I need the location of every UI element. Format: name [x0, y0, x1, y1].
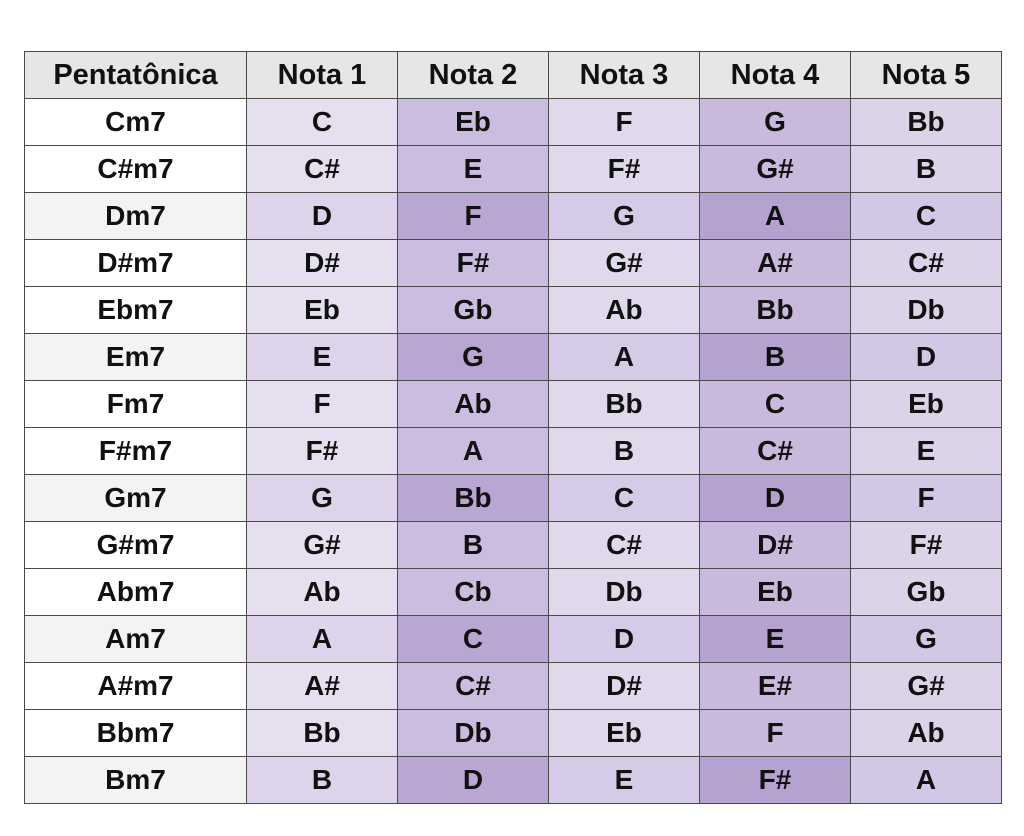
- note-2-cell: Eb: [398, 99, 549, 146]
- note-5-cell: D: [851, 334, 1002, 381]
- chord-name-cell: Am7: [25, 616, 247, 663]
- note-4-cell: G: [700, 99, 851, 146]
- note-4-cell: G#: [700, 146, 851, 193]
- note-3-cell: F: [549, 99, 700, 146]
- note-2-cell: Cb: [398, 569, 549, 616]
- note-1-cell: D#: [247, 240, 398, 287]
- table-row: [25, 287, 1002, 334]
- note-3-cell: Bb: [549, 381, 700, 428]
- note-2-cell: F: [398, 193, 549, 240]
- note-5-cell: Bb: [851, 99, 1002, 146]
- chord-name-cell: Bbm7: [25, 710, 247, 757]
- header-pentatonica: Pentatônica: [25, 52, 247, 99]
- table-row: [25, 428, 1002, 475]
- header-nota-5: Nota 5: [851, 52, 1002, 99]
- note-4-cell: C: [700, 381, 851, 428]
- chord-name-cell: Dm7: [25, 193, 247, 240]
- note-2-cell: C#: [398, 663, 549, 710]
- note-4-cell: Bb: [700, 287, 851, 334]
- header-nota-2: Nota 2: [398, 52, 549, 99]
- note-3-cell: G: [549, 193, 700, 240]
- note-4-cell: A: [700, 193, 851, 240]
- note-3-cell: D#: [549, 663, 700, 710]
- chord-name-cell: D#m7: [25, 240, 247, 287]
- note-5-cell: C#: [851, 240, 1002, 287]
- note-4-cell: E: [700, 616, 851, 663]
- note-4-cell: A#: [700, 240, 851, 287]
- note-2-cell: Bb: [398, 475, 549, 522]
- table-row: [25, 146, 1002, 193]
- note-4-cell: F: [700, 710, 851, 757]
- note-5-cell: F: [851, 475, 1002, 522]
- note-4-cell: D#: [700, 522, 851, 569]
- chord-name-cell: A#m7: [25, 663, 247, 710]
- header-nota-3: Nota 3: [549, 52, 700, 99]
- note-3-cell: F#: [549, 146, 700, 193]
- chord-name-cell: Em7: [25, 334, 247, 381]
- note-5-cell: Eb: [851, 381, 1002, 428]
- chord-name-cell: C#m7: [25, 146, 247, 193]
- note-1-cell: Bb: [247, 710, 398, 757]
- note-1-cell: G#: [247, 522, 398, 569]
- note-3-cell: E: [549, 757, 700, 804]
- note-5-cell: A: [851, 757, 1002, 804]
- note-1-cell: D: [247, 193, 398, 240]
- note-1-cell: B: [247, 757, 398, 804]
- note-5-cell: E: [851, 428, 1002, 475]
- note-3-cell: Eb: [549, 710, 700, 757]
- note-4-cell: F#: [700, 757, 851, 804]
- note-3-cell: A: [549, 334, 700, 381]
- table-row: [25, 381, 1002, 428]
- note-5-cell: B: [851, 146, 1002, 193]
- note-5-cell: G#: [851, 663, 1002, 710]
- note-5-cell: Db: [851, 287, 1002, 334]
- table-row: [25, 616, 1002, 663]
- pentatonic-table: [24, 51, 1002, 804]
- chord-name-cell: Cm7: [25, 99, 247, 146]
- chord-name-cell: G#m7: [25, 522, 247, 569]
- note-1-cell: Eb: [247, 287, 398, 334]
- note-2-cell: Gb: [398, 287, 549, 334]
- note-2-cell: G: [398, 334, 549, 381]
- note-3-cell: C: [549, 475, 700, 522]
- note-2-cell: Ab: [398, 381, 549, 428]
- note-4-cell: B: [700, 334, 851, 381]
- chord-name-cell: Bm7: [25, 757, 247, 804]
- table-row: [25, 757, 1002, 804]
- note-1-cell: A: [247, 616, 398, 663]
- note-2-cell: Db: [398, 710, 549, 757]
- table-row: [25, 569, 1002, 616]
- table-body: [25, 99, 1002, 804]
- table-row: [25, 663, 1002, 710]
- note-2-cell: E: [398, 146, 549, 193]
- table-row: [25, 193, 1002, 240]
- note-1-cell: G: [247, 475, 398, 522]
- table-row: [25, 240, 1002, 287]
- note-1-cell: E: [247, 334, 398, 381]
- chord-name-cell: Abm7: [25, 569, 247, 616]
- note-4-cell: Eb: [700, 569, 851, 616]
- note-5-cell: C: [851, 193, 1002, 240]
- table-row: [25, 522, 1002, 569]
- note-2-cell: F#: [398, 240, 549, 287]
- table-row: [25, 710, 1002, 757]
- note-3-cell: Ab: [549, 287, 700, 334]
- note-1-cell: C: [247, 99, 398, 146]
- note-1-cell: A#: [247, 663, 398, 710]
- note-1-cell: F: [247, 381, 398, 428]
- note-5-cell: G: [851, 616, 1002, 663]
- chord-name-cell: Gm7: [25, 475, 247, 522]
- note-3-cell: G#: [549, 240, 700, 287]
- chord-name-cell: Ebm7: [25, 287, 247, 334]
- note-4-cell: E#: [700, 663, 851, 710]
- note-2-cell: C: [398, 616, 549, 663]
- note-2-cell: B: [398, 522, 549, 569]
- table-row: [25, 99, 1002, 146]
- note-3-cell: D: [549, 616, 700, 663]
- note-5-cell: Ab: [851, 710, 1002, 757]
- header-nota-1: Nota 1: [247, 52, 398, 99]
- header-row: [25, 52, 1002, 99]
- note-4-cell: D: [700, 475, 851, 522]
- note-5-cell: Gb: [851, 569, 1002, 616]
- note-3-cell: Db: [549, 569, 700, 616]
- chord-name-cell: Fm7: [25, 381, 247, 428]
- note-3-cell: B: [549, 428, 700, 475]
- note-4-cell: C#: [700, 428, 851, 475]
- note-2-cell: A: [398, 428, 549, 475]
- note-1-cell: F#: [247, 428, 398, 475]
- note-1-cell: Ab: [247, 569, 398, 616]
- chord-name-cell: F#m7: [25, 428, 247, 475]
- note-5-cell: F#: [851, 522, 1002, 569]
- note-1-cell: C#: [247, 146, 398, 193]
- header-nota-4: Nota 4: [700, 52, 851, 99]
- table-row: [25, 475, 1002, 522]
- table-row: [25, 334, 1002, 381]
- note-3-cell: C#: [549, 522, 700, 569]
- note-2-cell: D: [398, 757, 549, 804]
